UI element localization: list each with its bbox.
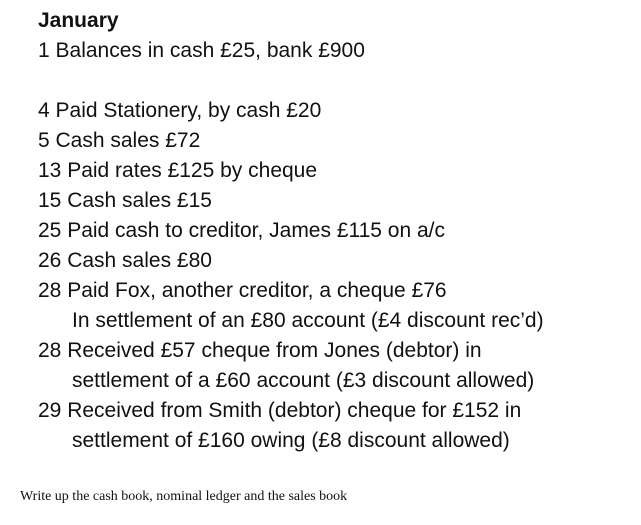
transaction-line-5: 5 Cash sales £72 [38, 129, 201, 152]
transaction-line-29-smith-continued: settlement of £160 owing (£8 discount allowed) [72, 429, 510, 452]
task-instruction: Write up the cash book, nominal ledger and the sales book [20, 489, 348, 504]
transaction-line-28-jones-continued: settlement of a £60 account (£3 discount allowed) [72, 369, 535, 392]
transaction-line-28-jones: 28 Received £57 cheque from Jones (debtor) in [38, 339, 482, 362]
transaction-line-29-smith: 29 Received from Smith (debtor) cheque for £152 in [38, 399, 522, 422]
transaction-line-13: 13 Paid rates £125 by cheque [38, 159, 318, 182]
transaction-line-25: 25 Paid cash to creditor, James £115 on a/c [38, 219, 446, 242]
transaction-line-15: 15 Cash sales £15 [38, 189, 212, 212]
transaction-line-26: 26 Cash sales £80 [38, 249, 212, 272]
transaction-line-28-fox-continued: In settlement of an £80 account (£4 discount rec’d) [72, 309, 544, 332]
transaction-line-28-fox: 28 Paid Fox, another creditor, a cheque £76 [38, 279, 447, 302]
transaction-line-4: 4 Paid Stationery, by cash £20 [38, 99, 322, 122]
transaction-line-1: 1 Balances in cash £25, bank £900 [38, 39, 365, 62]
month-heading: January [38, 9, 119, 32]
